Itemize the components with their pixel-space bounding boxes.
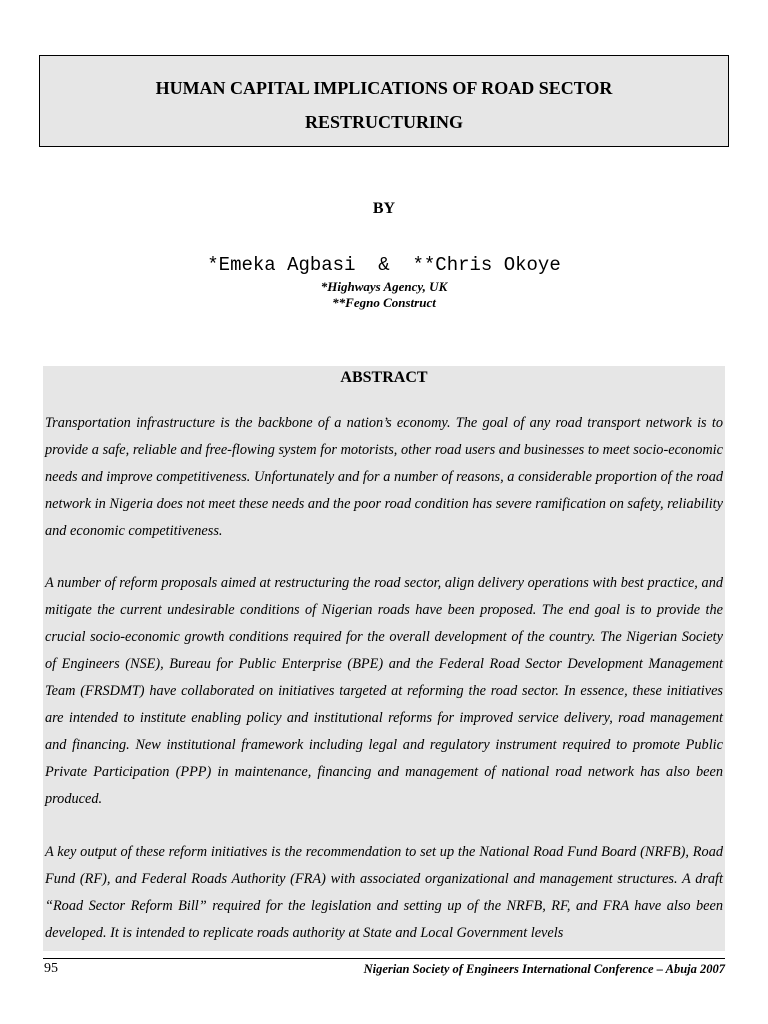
- authors: *Emeka Agbasi & **Chris Okoye: [207, 254, 561, 276]
- affiliation-first: *Highways Agency, UK: [320, 279, 448, 294]
- paper-title-line-2: RESTRUCTURING: [304, 112, 464, 132]
- abstract-paragraph: A number of reform proposals aimed at restructuring the road sector, align delivery operations with best practice, and mitigate the current undesirable conditions of Nigerian roads have been proposed. The end goal is to provide the crucial socio-economic growth conditions required for the overall development of the country. The Nigerian Society of Engineers (NSE), Bureau for Public Enterprise (BPE) and the Federal Road Sector Development Management Team (FRSDMT) have collaborated on initiatives targeted at reforming the road sector. In essence, these initiatives are intended to institute enabling policy and institutional reforms for improved service delivery, road management and financing. New institutional framework including legal and regulatory instrument required to promote Public Private Participation (PPP) in maintenance, financing and management of national road network has also been produced.: [45, 575, 723, 807]
- affiliation-second: **Fegno Construct: [332, 295, 436, 310]
- footer-divider: [43, 958, 725, 959]
- abstract-heading: ABSTRACT: [340, 369, 428, 386]
- abstract-paragraph: Transportation infrastructure is the backbone of a nation’s economy. The goal of any road transport network is to provide a safe, reliable and free-flowing system for motorists, other road users and businesses to meet socio-economic needs and improve competitiveness. Unfortunately and for a number of reasons, a considerable proportion of the road network in Nigeria does not meet these needs and the poor road condition has severe ramification on safety, reliability and economic competitiveness.: [45, 415, 723, 539]
- title-box: [39, 55, 729, 147]
- by-label: BY: [372, 200, 396, 217]
- page-number: 95: [44, 961, 58, 976]
- paper-title-line-1: HUMAN CAPITAL IMPLICATIONS OF ROAD SECTOR: [155, 78, 613, 98]
- abstract-section: [43, 366, 725, 951]
- conference-footer: Nigerian Society of Engineers International Conference – Abuja 2007: [363, 962, 725, 976]
- abstract-paragraph: A key output of these reform initiatives is the recommendation to set up the National Road Fund Board (NRFB), Road Fund (RF), and Federal Roads Authority (FRA) with associated organizational and management structures. A draft “Road Sector Reform Bill” required for the legislation and setting up of the NRFB, RF, and FRA have also been developed. It is intended to replicate roads authority at State and Local Government levels: [45, 844, 723, 941]
